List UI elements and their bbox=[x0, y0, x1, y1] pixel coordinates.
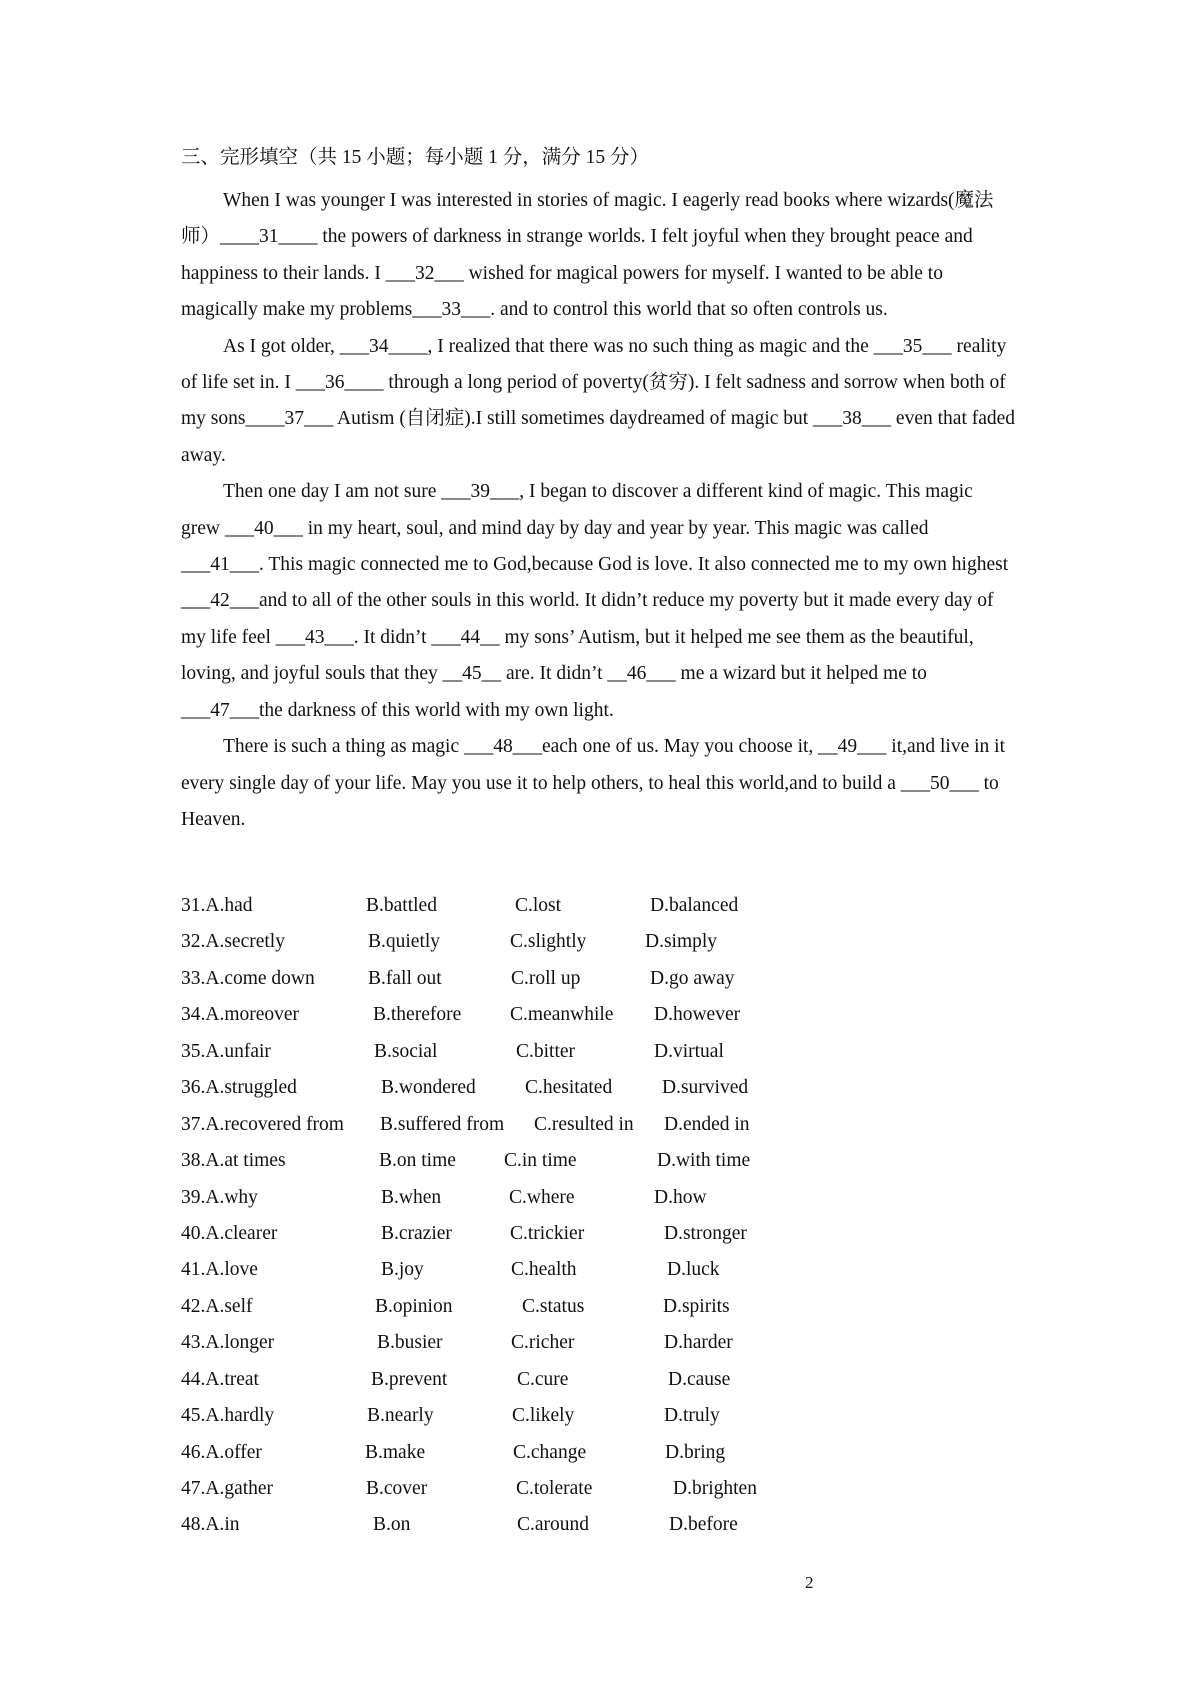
option-a: 43.A.longer bbox=[181, 1332, 275, 1354]
option-c: C.tolerate bbox=[516, 1478, 593, 1499]
option-b: B.crazier bbox=[381, 1222, 452, 1244]
passage-paragraph-4: There is such a thing as magic ___48___each one of us. May you choose it, __49___ it,and live in it every single day of your life. May you use it to help others, to heal this world,and to build a ___50___ to Heaven. bbox=[181, 736, 1006, 830]
option-b: B.fall out bbox=[368, 967, 442, 989]
option-a: 34.A.moreover bbox=[181, 1004, 300, 1026]
option-d: D.cause bbox=[668, 1368, 731, 1390]
option-c: C.hesitated bbox=[525, 1077, 613, 1099]
option-a: 42.A.self bbox=[181, 1295, 253, 1317]
option-d: D.spirits bbox=[663, 1295, 730, 1317]
option-b: B.when bbox=[381, 1186, 442, 1208]
passage-paragraph-2: As I got older, ___34____, I realized that there was no such thing as magic and the ___35___ reality of life set in. I ___36____ through a long period of poverty(贫穷). I felt sadness and sorrow when both of my sons____37___ Autism (自闭症).I still sometimes daydreamed of magic but ___38___ even that faded away. bbox=[181, 335, 1016, 466]
option-d: D.balanced bbox=[650, 895, 739, 916]
option-a: 48.A.in bbox=[181, 1514, 240, 1536]
option-b: B.wondered bbox=[381, 1077, 476, 1099]
option-b: B.cover bbox=[366, 1478, 428, 1499]
option-a: 32.A.secretly bbox=[181, 931, 285, 953]
option-a: 38.A.at times bbox=[181, 1150, 286, 1172]
option-d: D.brighten bbox=[673, 1478, 757, 1499]
option-c: C.likely bbox=[512, 1405, 575, 1427]
option-b: B.joy bbox=[381, 1259, 424, 1281]
option-c: C.meanwhile bbox=[510, 1004, 614, 1026]
option-d: D.before bbox=[669, 1514, 738, 1536]
option-a: 45.A.hardly bbox=[181, 1405, 275, 1427]
option-d: D.virtual bbox=[654, 1040, 724, 1062]
option-c: C.status bbox=[522, 1295, 585, 1317]
option-a: 47.A.gather bbox=[181, 1478, 274, 1499]
option-c: C.resulted in bbox=[534, 1113, 634, 1135]
option-b: B.on bbox=[373, 1514, 411, 1536]
option-d: D.stronger bbox=[664, 1222, 747, 1244]
option-b: B.busier bbox=[377, 1332, 443, 1354]
option-c: C.where bbox=[509, 1186, 575, 1208]
option-c: C.change bbox=[513, 1441, 587, 1463]
page-number: 2 bbox=[805, 1573, 814, 1592]
section-heading: 三、完形填空（共 15 小题；每小题 1 分，满分 15 分） bbox=[181, 147, 650, 168]
option-b: B.therefore bbox=[373, 1004, 462, 1026]
option-a: 33.A.come down bbox=[181, 967, 315, 989]
option-d: D.luck bbox=[667, 1259, 720, 1281]
passage-paragraph-3: Then one day I am not sure ___39___, I began to discover a different kind of magic. This magic grew ___40___ in my heart, soul, and mind day by day and year by year. This magic was called ___41___. This magic connected me to God,because God is love. It also connected me to my own highest ___42___and to all of the other souls in this world. It didn’t reduce my poverty but it made every day of my life feel ___43___. It didn’t ___44__ my sons’ Autism, but it helped me see them as the beautiful, loving, and joyful souls that they __45__ are. It didn’t __46___ me a wizard but it helped me to ___47___the darkness of this world with my own light. bbox=[181, 481, 1009, 721]
option-d: D.truly bbox=[664, 1405, 720, 1427]
option-d: D.how bbox=[654, 1186, 707, 1208]
option-d: D.harder bbox=[664, 1332, 733, 1354]
option-a: 31.A.had bbox=[181, 895, 253, 916]
option-b: B.battled bbox=[366, 895, 437, 916]
option-c: C.health bbox=[511, 1259, 577, 1281]
option-b: B.nearly bbox=[367, 1405, 434, 1427]
option-b: B.prevent bbox=[371, 1368, 448, 1390]
option-c: C.roll up bbox=[511, 967, 581, 989]
option-d: D.simply bbox=[645, 931, 718, 953]
option-b: B.suffered from bbox=[380, 1113, 505, 1135]
option-a: 39.A.why bbox=[181, 1186, 258, 1208]
option-a: 41.A.love bbox=[181, 1259, 258, 1281]
option-c: C.lost bbox=[515, 895, 562, 916]
option-c: C.around bbox=[517, 1514, 590, 1536]
option-c: C.in time bbox=[504, 1150, 577, 1172]
option-d: D.survived bbox=[662, 1077, 749, 1099]
passage-paragraph-1: When I was younger I was interested in stories of magic. I eagerly read books where wizards(魔法师）____31____ the powers of darkness in strange worlds. I felt joyful when they brought peace and happiness to their lands. I ___32___ wished for magical powers for myself. I wanted to be able to magically make my problems___33___. and to control this world that so often controls us. bbox=[181, 190, 994, 321]
option-b: B.on time bbox=[379, 1150, 456, 1172]
option-a: 37.A.recovered from bbox=[181, 1113, 344, 1135]
cloze-passage bbox=[181, 183, 1016, 838]
option-c: C.trickier bbox=[510, 1222, 585, 1244]
option-a: 44.A.treat bbox=[181, 1368, 259, 1390]
option-a: 46.A.offer bbox=[181, 1441, 262, 1463]
option-a: 40.A.clearer bbox=[181, 1222, 278, 1244]
option-d: D.go away bbox=[650, 967, 735, 989]
option-d: D.ended in bbox=[664, 1113, 750, 1135]
option-b: B.social bbox=[374, 1040, 438, 1062]
option-d: D.with time bbox=[657, 1150, 751, 1172]
option-d: D.however bbox=[654, 1004, 741, 1026]
option-c: C.bitter bbox=[516, 1040, 576, 1062]
option-b: B.make bbox=[365, 1441, 426, 1463]
option-d: D.bring bbox=[665, 1441, 726, 1463]
option-c: C.cure bbox=[517, 1368, 569, 1390]
option-c: C.slightly bbox=[510, 931, 587, 953]
option-b: B.opinion bbox=[375, 1295, 453, 1317]
option-a: 35.A.unfair bbox=[181, 1040, 271, 1062]
option-a: 36.A.struggled bbox=[181, 1077, 297, 1099]
option-b: B.quietly bbox=[368, 931, 441, 953]
option-c: C.richer bbox=[511, 1332, 575, 1354]
